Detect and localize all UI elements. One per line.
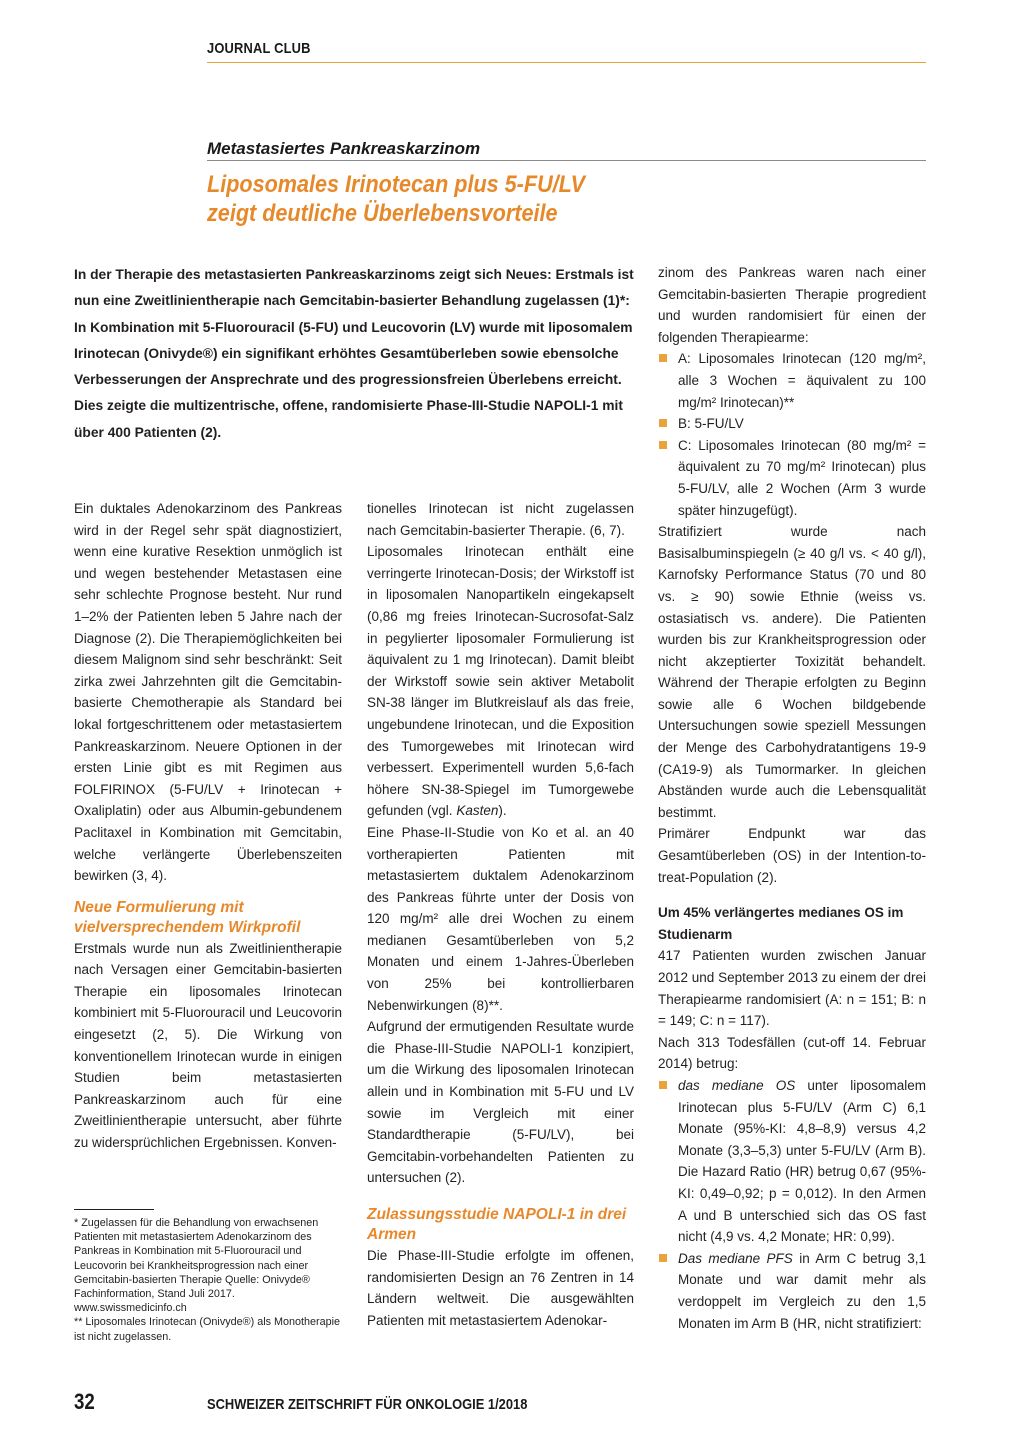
bullet-lead: das mediane OS: [678, 1077, 796, 1093]
column-3: [658, 262, 926, 1334]
list-item: B: 5-FU/LV: [658, 413, 926, 435]
article-title-line-2: zeigt deutliche Überlebensvorteile: [207, 200, 558, 227]
footnote: * Zugelassen für die Behandlung von erwachsenen Patienten mit metastasiertem Adenokarzinom des Pankreas in Kombination mit 5-Fluorouracil und Leucovorin bei Krankheitsprogression nach einer Gemcitabin-basierten Therapie Quelle: Onivyde® Fachinformation, Stand Juli 2017. www.swissmedicinfo.ch: [74, 1217, 319, 1315]
footnote: ** Liposomales Irinotecan (Onivyde®) als Monotherapie ist nicht zugelassen.: [74, 1316, 341, 1343]
text: Liposomales Irinotecan enthält eine verringerte Irinotecan-Dosis; der Wirkstoff ist in liposomalen Nanopartikeln eingekapselt (0,86 mg freies Irinotecan-Sucrosofat-Salz in pegylierter liposomaler Formulierung ist äquivalent zu 1 mg Irinotecan). Damit bleibt der Wirkstoff sowie sein aktiver Metabolit SN-38 länger im Blutkreislauf als das freie, ungebundene Irinotecan, und die Exposition des Tumorgewebes mit Irinotecan wird verbessert. Experimentell wurden 5,6-fach höhere SN-38-Spiegel im Tumorgewebe gefunden (vgl.: [367, 544, 634, 819]
paragraph: [367, 541, 634, 822]
paragraph: 417 Patienten wurden zwischen Januar 2012 und September 2013 zu einem der drei Therapiearme randomisiert (A: n = 151; B: n = 149; C: n = 117).: [658, 948, 926, 1029]
subheading: Um 45% verlängertes medianes OS im Studienarm: [658, 905, 904, 942]
section-label: JOURNAL CLUB: [207, 40, 311, 57]
subheading: Zulassungsstudie NAPOLI-1 in drei Armen: [367, 1206, 627, 1243]
article-kicker: Metastasiertes Pankreaskarzinom: [207, 139, 481, 158]
list-item: A: Liposomales Irinotecan (120 mg/m², alle 3 Wochen = äquivalent zu 100 mg/m² Irinotecan)**: [658, 348, 926, 413]
text: ).: [498, 803, 507, 819]
list-item: [658, 1075, 926, 1248]
paragraph: Ein duktales Adenokarzinom des Pankreas wird in der Regel sehr spät diagnostiziert, wenn eine kurative Resektion unmöglich ist und wegen bestehender Metastasen eine sehr schlechte Prognose besteht. Nur rund 1–2% der Patienten leben 5 Jahre nach der Diagnose (2). Die Therapiemöglichkeiten bei diesem Malignom sind sehr beschränkt: Seit zirka zwei Jahrzehnten gilt die Gemcitabin-basierte Chemotherapie als Standard bei lokal fortgeschrittenem oder metastasiertem Pankreaskarzinom. Neuere Optionen in der ersten Linie gibt es mit Regimen aus FOLFIRINOX (5-FU/LV + Irinotecan + Oxaliplatin) oder aus Albumin-gebundenem Paclitaxel in Kombination mit Gemcitabin, welche verlängerte Überlebenszeiten bewirken (3, 4).: [74, 501, 342, 884]
footnotes: [74, 1216, 342, 1344]
page-number: 32: [74, 1389, 95, 1414]
list-item: C: Liposomales Irinotecan (80 mg/m² = äquivalent zu 70 mg/m² Irinotecan) plus 5-FU/LV, alle 2 Wochen (Arm 3 wurde später hinzugefügt).: [658, 435, 926, 521]
paragraph: tionelles Irinotecan ist nicht zugelassen nach Gemcitabin-basierter Therapie. (6, 7).: [367, 501, 634, 538]
paragraph: Stratifiziert wurde nach Basisalbuminspiegeln (≥ 40 g/l vs. < 40 g/l), Karnofsky Performance Status (70 und 80 vs. ≥ 90) sowie Ethnie (weiss vs. ostasiatisch vs. andere). Die Patienten wurden bis zur Krankheitsprogression oder nicht akzeptierter Toxizität behandelt. Während der Therapie erfolgten zu Beginn sowie alle 6 Wochen bildgebende Untersuchungen sowie speziell Messungen der Menge des Carbohydratantigens 19-9 (CA19-9) als Tumormarker. In gleichen Abständen wurde auch die Lebensqualität bestimmt.: [658, 524, 926, 820]
subheading: Neue Formulierung mit vielversprechendem Wirkprofil: [74, 898, 301, 936]
article-title: [207, 170, 855, 228]
bullet-lead: Das mediane PFS: [678, 1250, 793, 1266]
paragraph: Die Phase-III-Studie erfolgte im offenen, randomisierten Design an 76 Zentren in 14 Ländern weltweit. Die ausgewählten Patienten mit metastasiertem Adenokar-: [367, 1248, 634, 1328]
footnote-rule: [74, 1209, 154, 1210]
text: in Arm C betrug 3,1 Monate und war damit mehr als verdoppelt im Vergleich zu den 1,5 Monaten im Arm B (HR, nicht stratifiziert:: [678, 1250, 926, 1331]
header-rule: [207, 62, 926, 63]
paragraph: Eine Phase-II-Studie von Ko et al. an 40 vortherapierten Patienten mit metastasiertem duktalem Adenokarzinom des Pankreas führte unter der Dosis von 120 mg/m² alle drei Wochen zu einem medianen Gesamtüberleben von 5,2 Monaten und einem 1-Jahres-Überleben von 25% bei kontrollierbaren Nebenwirkungen (8)**.: [367, 824, 634, 1013]
text: unter liposomalem Irinotecan plus 5-FU/LV (Arm C) 6,1 Monate (95%-KI: 4,8–8,9) versus 4,2 Monate (3,3–5,3) unter 5-FU/LV (Arm B). Die Hazard Ratio (HR) betrug 0,67 (95%-KI: 0,49–0,92; p = 0,012). In den Armen A und B unterschied sich das OS fast nicht (4,9 vs. 4,2 Monate; HR: 0,99).: [678, 1077, 926, 1245]
list-item: [658, 1248, 926, 1334]
article-title-line-1: Liposomales Irinotecan plus 5-FU/LV: [207, 171, 586, 198]
paragraph: Primärer Endpunkt war das Gesamtüberleben (OS) in der Intention-to-treat-Population (2).: [658, 826, 926, 885]
paragraph: zinom des Pankreas waren nach einer Gemcitabin-basierten Therapie progredient und wurden randomisiert für einen der folgenden Therapiearme:: [658, 265, 926, 345]
column-1: [74, 498, 342, 1154]
article-lead: In der Therapie des metastasierten Pankreaskarzinoms zeigt sich Neues: Erstmals ist nun eine Zweitlinientherapie nach Gemcitabin-basierter Behandlung zugelassen (1)*: In Kombination mit 5-Fluorouracil (5-FU) und Leucovorin (LV) wurde mit liposomalem Irinotecan (Onivyde®) ein signifikant erhöhtes Gesamtüberleben sowie ebensolche Verbesserungen der Ansprechrate und des progressionsfreien Überlebens erreicht. Dies zeigte die multizentrische, offene, randomisierte Phase-III-Studie NAPOLI-1 mit über 400 Patienten (2).: [74, 267, 634, 440]
box-reference: Kasten: [456, 803, 499, 819]
journal-name: SCHWEIZER ZEITSCHRIFT FÜR ONKOLOGIE 1/2018: [207, 1396, 528, 1413]
paragraph: Aufgrund der ermutigenden Resultate wurde die Phase-III-Studie NAPOLI-1 konzipiert, um die Wirkung des liposomalen Irinotecan allein und in Kombination mit 5-FU und LV sowie im Vergleich mit einer Standardtherapie (5-FU/LV), bei Gemcitabin-vorbehandelten Patienten zu untersuchen (2).: [367, 1019, 634, 1186]
column-2: [367, 498, 634, 1331]
kicker-rule: [207, 160, 926, 161]
paragraph: Erstmals wurde nun als Zweitlinientherapie nach Versagen einer Gemcitabin-basierten Therapie ein liposomales Irinotecan kombiniert mit 5-Fluorouracil und Leucovorin eingesetzt (2, 5). Die Wirkung von konventionellem Irinotecan wurde in einigen Studien beim metastasierten Pankreaskarzinom auch für eine Zweitlinientherapie untersucht, aber führte zu widersprüchlichen Ergebnissen. Konven-: [74, 940, 342, 1151]
paragraph: Nach 313 Todesfällen (cut-off 14. Februar 2014) betrug:: [658, 1034, 926, 1072]
